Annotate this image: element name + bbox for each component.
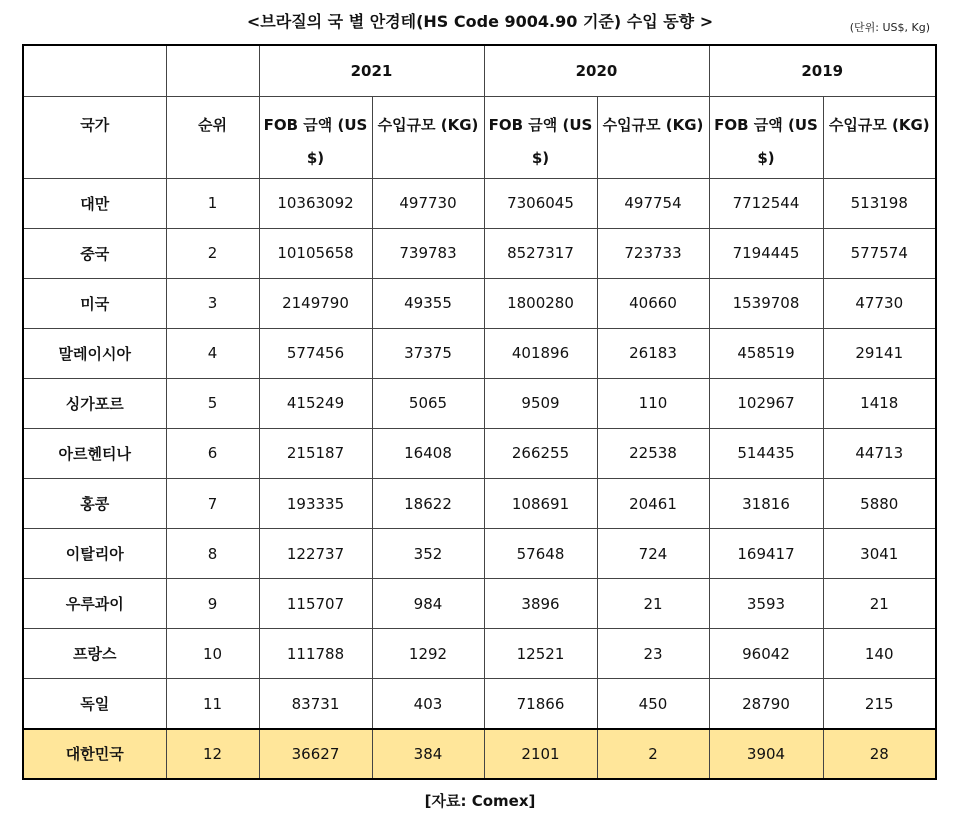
rank-cell: 4 xyxy=(166,328,259,378)
country-cell: 홍콩 xyxy=(23,478,166,528)
fob-header-2021: FOB 금액 (US $) xyxy=(259,96,372,178)
kg-2020-cell: 724 xyxy=(597,529,709,579)
table-row xyxy=(23,378,936,428)
kg-header-2020: 수입규모 (KG) xyxy=(597,96,709,178)
year-header-2021: 2021 xyxy=(259,45,484,96)
table-row xyxy=(23,428,936,478)
fob-2019-cell: 7194445 xyxy=(709,228,823,278)
country-cell: 싱가포르 xyxy=(23,378,166,428)
year-header-2019: 2019 xyxy=(709,45,936,96)
fob-2021-cell: 122737 xyxy=(259,529,372,579)
fob-2019-cell: 96042 xyxy=(709,629,823,679)
kg-2020-cell: 110 xyxy=(597,378,709,428)
kg-2020-cell: 450 xyxy=(597,679,709,729)
rank-cell: 12 xyxy=(166,729,259,779)
fob-header-2020: FOB 금액 (US $) xyxy=(484,96,597,178)
unit-note: (단위: US$, Kg) xyxy=(849,21,930,34)
rank-cell: 9 xyxy=(166,579,259,629)
fob-2021-cell: 10363092 xyxy=(259,178,372,228)
fob-2020-cell: 266255 xyxy=(484,428,597,478)
year-header-2020: 2020 xyxy=(484,45,709,96)
country-cell: 말레이시아 xyxy=(23,328,166,378)
table-row xyxy=(23,729,936,779)
country-cell: 대한민국 xyxy=(23,729,166,779)
kg-2019-cell: 28 xyxy=(823,729,936,779)
kg-2019-cell: 29141 xyxy=(823,328,936,378)
fob-2020-cell: 2101 xyxy=(484,729,597,779)
fob-2020-cell: 12521 xyxy=(484,629,597,679)
fob-2021-cell: 111788 xyxy=(259,629,372,679)
kg-2021-cell: 49355 xyxy=(372,278,484,328)
fob-2020-cell: 7306045 xyxy=(484,178,597,228)
table-body xyxy=(23,178,936,779)
fob-2021-cell: 10105658 xyxy=(259,228,372,278)
country-cell: 미국 xyxy=(23,278,166,328)
rank-cell: 8 xyxy=(166,529,259,579)
kg-2019-cell: 577574 xyxy=(823,228,936,278)
fob-2019-cell: 514435 xyxy=(709,428,823,478)
country-cell: 아르헨티나 xyxy=(23,428,166,478)
kg-2020-cell: 497754 xyxy=(597,178,709,228)
fob-2019-cell: 3904 xyxy=(709,729,823,779)
fob-2021-cell: 36627 xyxy=(259,729,372,779)
table-row xyxy=(23,178,936,228)
kg-2021-cell: 384 xyxy=(372,729,484,779)
fob-2020-cell: 401896 xyxy=(484,328,597,378)
kg-2019-cell: 513198 xyxy=(823,178,936,228)
country-cell: 우루과이 xyxy=(23,579,166,629)
kg-2021-cell: 5065 xyxy=(372,378,484,428)
fob-2021-cell: 193335 xyxy=(259,478,372,528)
year-header-row xyxy=(23,45,936,96)
kg-2019-cell: 3041 xyxy=(823,529,936,579)
kg-2019-cell: 5880 xyxy=(823,478,936,528)
fob-2019-cell: 7712544 xyxy=(709,178,823,228)
kg-2020-cell: 2 xyxy=(597,729,709,779)
rank-cell: 11 xyxy=(166,679,259,729)
rank-cell: 3 xyxy=(166,278,259,328)
fob-2019-cell: 102967 xyxy=(709,378,823,428)
import-table xyxy=(22,44,937,780)
kg-header-2021: 수입규모 (KG) xyxy=(372,96,484,178)
fob-2021-cell: 215187 xyxy=(259,428,372,478)
kg-2019-cell: 47730 xyxy=(823,278,936,328)
fob-2020-cell: 71866 xyxy=(484,679,597,729)
country-cell: 프랑스 xyxy=(23,629,166,679)
kg-2020-cell: 723733 xyxy=(597,228,709,278)
fob-2019-cell: 458519 xyxy=(709,328,823,378)
rank-cell: 7 xyxy=(166,478,259,528)
kg-2019-cell: 44713 xyxy=(823,428,936,478)
rank-header: 순위 xyxy=(166,96,259,178)
kg-2020-cell: 22538 xyxy=(597,428,709,478)
kg-2021-cell: 16408 xyxy=(372,428,484,478)
table-row xyxy=(23,478,936,528)
fob-2021-cell: 2149790 xyxy=(259,278,372,328)
fob-2019-cell: 3593 xyxy=(709,579,823,629)
kg-2019-cell: 215 xyxy=(823,679,936,729)
kg-2020-cell: 20461 xyxy=(597,478,709,528)
fob-2020-cell: 108691 xyxy=(484,478,597,528)
kg-2021-cell: 403 xyxy=(372,679,484,729)
rank-cell: 1 xyxy=(166,178,259,228)
fob-2019-cell: 1539708 xyxy=(709,278,823,328)
table-row xyxy=(23,579,936,629)
table-row xyxy=(23,328,936,378)
kg-header-2019: 수입규모 (KG) xyxy=(823,96,936,178)
kg-2019-cell: 21 xyxy=(823,579,936,629)
fob-2021-cell: 115707 xyxy=(259,579,372,629)
kg-2021-cell: 1292 xyxy=(372,629,484,679)
table-row xyxy=(23,679,936,729)
rank-cell: 6 xyxy=(166,428,259,478)
column-header-row xyxy=(23,96,936,178)
fob-2019-cell: 169417 xyxy=(709,529,823,579)
fob-2021-cell: 577456 xyxy=(259,328,372,378)
fob-2020-cell: 1800280 xyxy=(484,278,597,328)
kg-2021-cell: 739783 xyxy=(372,228,484,278)
kg-2019-cell: 140 xyxy=(823,629,936,679)
kg-2019-cell: 1418 xyxy=(823,378,936,428)
table-row xyxy=(23,228,936,278)
fob-2021-cell: 415249 xyxy=(259,378,372,428)
country-cell: 독일 xyxy=(23,679,166,729)
rank-cell: 5 xyxy=(166,378,259,428)
kg-2020-cell: 23 xyxy=(597,629,709,679)
fob-2020-cell: 8527317 xyxy=(484,228,597,278)
blank-header-cell xyxy=(23,45,166,96)
country-cell: 대만 xyxy=(23,178,166,228)
rank-cell: 2 xyxy=(166,228,259,278)
kg-2020-cell: 26183 xyxy=(597,328,709,378)
kg-2021-cell: 352 xyxy=(372,529,484,579)
country-header: 국가 xyxy=(23,96,166,178)
fob-2020-cell: 57648 xyxy=(484,529,597,579)
country-cell: 중국 xyxy=(23,228,166,278)
rank-cell: 10 xyxy=(166,629,259,679)
kg-2021-cell: 497730 xyxy=(372,178,484,228)
fob-2021-cell: 83731 xyxy=(259,679,372,729)
table-row xyxy=(23,629,936,679)
table-row xyxy=(23,278,936,328)
fob-2020-cell: 3896 xyxy=(484,579,597,629)
kg-2020-cell: 21 xyxy=(597,579,709,629)
fob-2019-cell: 28790 xyxy=(709,679,823,729)
fob-2020-cell: 9509 xyxy=(484,378,597,428)
kg-2021-cell: 37375 xyxy=(372,328,484,378)
blank-header-cell xyxy=(166,45,259,96)
table-title: <브라질의 국 별 안경테(HS Code 9004.90 기준) 수입 동향 > xyxy=(246,12,714,31)
country-cell: 이탈리아 xyxy=(23,529,166,579)
fob-2019-cell: 31816 xyxy=(709,478,823,528)
kg-2020-cell: 40660 xyxy=(597,278,709,328)
kg-2021-cell: 984 xyxy=(372,579,484,629)
fob-header-2019: FOB 금액 (US $) xyxy=(709,96,823,178)
source-note: [자료: Comex] xyxy=(424,792,536,810)
table-row xyxy=(23,529,936,579)
kg-2021-cell: 18622 xyxy=(372,478,484,528)
